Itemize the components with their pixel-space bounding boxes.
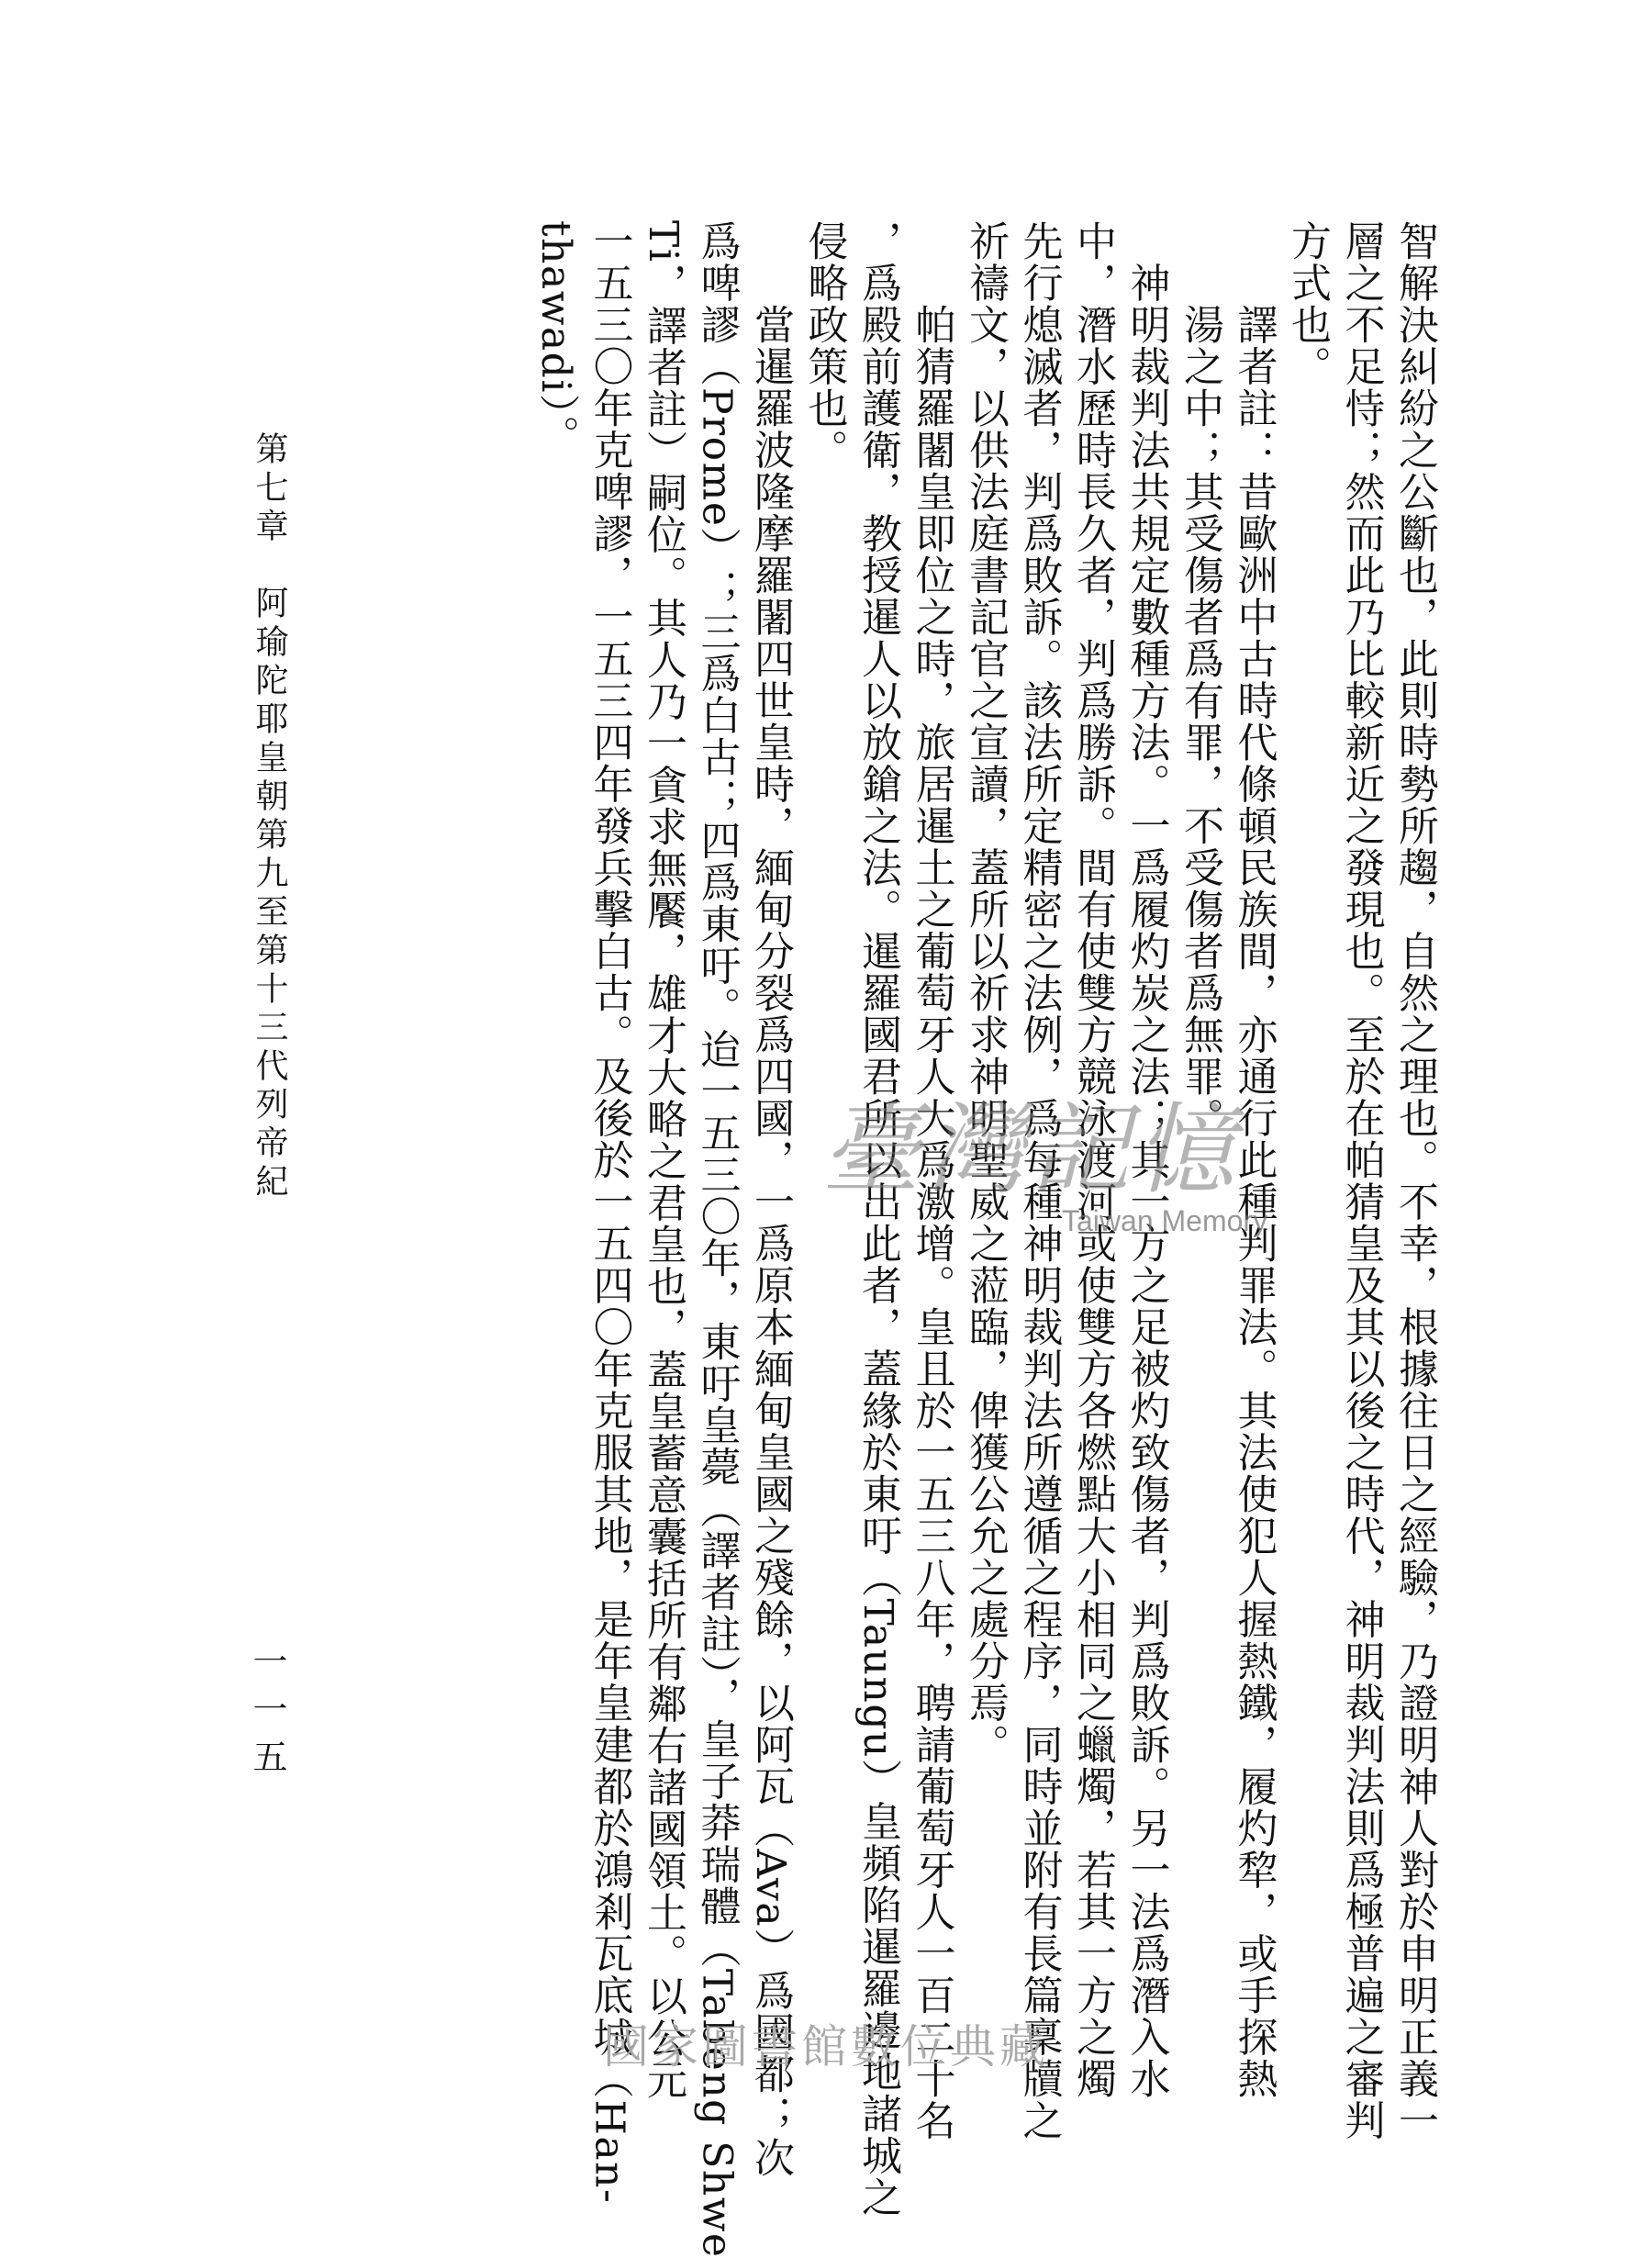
watermark-english: Taiwan Memory (1062, 1204, 1268, 1237)
text-column: 譯者註：昔歐洲中古時代條頓民族間，亦通行此種判罪法。其法使犯人握熱鐵，履灼犂，或手探熱 (1230, 220, 1278, 2100)
page-number: 一一五 (247, 1643, 287, 1786)
text-column: 祈禱文，以供法庭書記官之宣讀，蓋所以祈求神明聖威之蒞臨，俾獲公允之處分焉。 (962, 220, 1009, 1766)
text-column: 層之不足恃；然而此乃比較新近之發現也。至於在帕猜皇及其以後之時代，神明裁判法則爲極普遍之審判 (1337, 220, 1385, 2141)
text-column: 神明裁判法共規定數種方法。一爲履灼炭之法；其一方之足被灼致傷者，判爲敗訴。另一法爲潛入水 (1122, 220, 1170, 2100)
text-column: ，爲殿前護衛，教授暹人以放鎗之法。暹羅國君所以出此者，蓋緣於東吁（Taungu）皇頻陷暹羅邊地諸城之 (854, 220, 901, 2219)
watermark-chinese: 臺灣記憶 (821, 1093, 1241, 1208)
text-column: 先行熄滅者，判爲敗訴。該法所定精密之法例，爲每種神明裁判法所遵循之程序，同時並附有長篇稟牘之 (1015, 220, 1063, 2141)
text-column: Ti，譯者註）嗣位。其人乃一貪求無饜，雄才大略之君皇也，蓋皇蓄意囊括所有鄰右諸國領土。以公元 (640, 220, 686, 2101)
text-column: 爲啤謬（Prome）；三爲白古；四爲東吁。迨一五三〇年，東吁皇薨（譯者註），皇子莽瑞體（Tabeng Shwe (693, 220, 741, 2258)
text-column: 中，潛水歷時長久者，判爲勝訴。間有使雙方競泳渡河或使雙方各燃點大小相同之蠟燭，若其一方之燭 (1069, 220, 1116, 2100)
footer-credit: 國家圖書館數位典藏 (603, 2020, 1049, 2074)
running-head: 第七章 阿瑜陀耶皇朝第九至第十三代列帝紀 (251, 431, 288, 1202)
text-column: 侵略政策也。 (800, 220, 848, 471)
text-column: 方式也。 (1284, 220, 1331, 387)
text-column: thawadi）。 (532, 220, 579, 457)
text-column: 湯之中；其受傷者爲有罪，不受傷者爲無罪。 (1177, 220, 1223, 1139)
text-column: 一五三〇年克啤謬，一五三四年發兵擊白古。及後於一五四〇年克服其地，是年皇建都於鴻剎瓦底城（Han- (586, 220, 633, 2205)
text-column: 當暹羅波隆摩羅闍四世皇時，緬甸分裂爲四國，一爲原本緬甸皇國之殘餘，以阿瓦（Ava）爲國都；次 (747, 220, 794, 2179)
text-column: 帕猜羅闍皇即位之時，旅居暹土之葡萄牙人大爲激增。皇且於一五三八年，聘請葡萄牙人一百二十名 (908, 220, 955, 2141)
text-column: 智解決糾紛之公斷也，此則時勢所趨，自然之理也。不幸，根據往日之經驗，乃證明神人對於申明正義一 (1391, 220, 1438, 2141)
